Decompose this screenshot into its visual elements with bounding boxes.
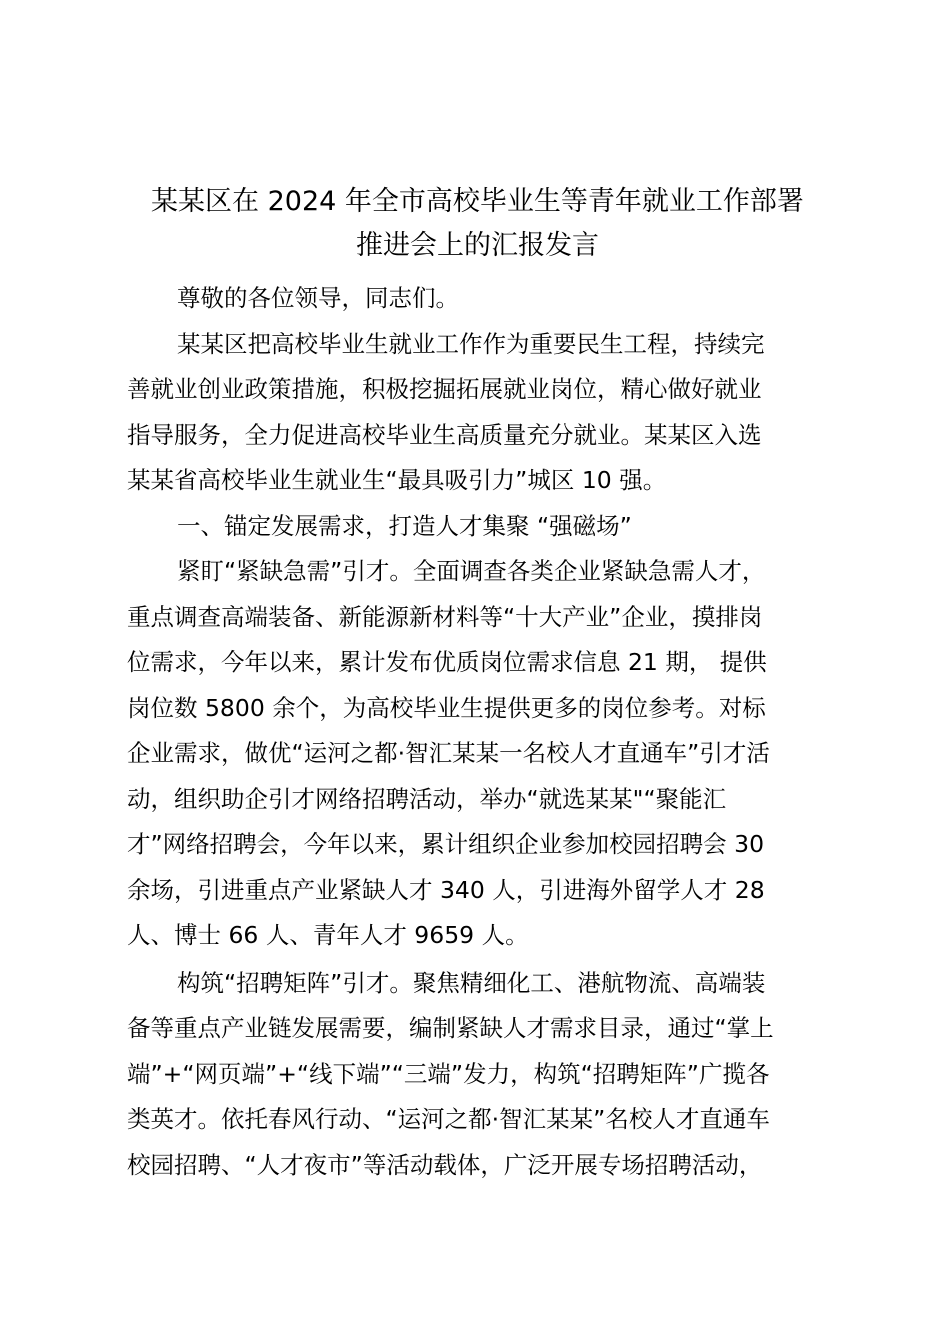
paragraph-line: 备等重点产业链发展需要，编制紧缺人才需求目录，通过“掌上 <box>127 1014 774 1042</box>
paragraph-line: 紧盯“紧缺急需”引才。全面调查各类企业紧缺急需人才， <box>177 557 766 585</box>
paragraph-line: 善就业创业政策措施，积极挖掘拓展就业岗位，精心做好就业 <box>127 375 762 403</box>
paragraph-line: 某某区把高校毕业生就业工作作为重要民生工程，持续完 <box>177 329 765 358</box>
paragraph-2 <box>127 961 837 1189</box>
paragraph-line: 人、博士 66 人、青年人才 9659 人。 <box>127 921 529 949</box>
paragraph-line: 岗位数 5800 余个，为高校毕业生提供更多的岗位参考。对标 <box>127 693 766 722</box>
paragraph-line: 动，组织助企引才网络招聘活动，举办“就选某某"“聚能汇 <box>127 784 727 813</box>
salutation: 尊敬的各位领导，同志们。 <box>177 284 459 312</box>
paragraph-line: 位需求，今年以来，累计发布优质岗位需求信息 21 期， 提供 <box>127 648 767 676</box>
paragraph-line: 余场，引进重点产业紧缺人才 340 人，引进海外留学人才 28 <box>127 875 765 904</box>
paragraph-line: 指导服务，全力促进高校毕业生高质量充分就业。某某区入选 <box>127 420 762 449</box>
paragraph-line: 构筑“招聘矩阵”引才。聚焦精细化工、港航物流、高端装 <box>177 968 766 997</box>
paragraph-line: 某某省高校毕业生就业生“最具吸引力”城区 10 强。 <box>127 466 667 494</box>
document-title-line-1: 某某区在 2024 年全市高校毕业生等青年就业工作部署 <box>151 186 804 217</box>
paragraph-line: 才”网络招聘会，今年以来，累计组织企业参加校园招聘会 30 <box>127 830 765 858</box>
paragraph-1 <box>127 549 837 959</box>
paragraph-line: 端”+“网页端”+“线下端”“三端”发力，构筑“招聘矩阵”广揽各 <box>127 1059 770 1088</box>
document-body <box>127 276 837 1188</box>
section-heading: 一、锚定发展需求，打造人才集聚 “强磁场” <box>177 511 632 540</box>
document-title-line-2: 推进会上的汇报发言 <box>356 230 599 261</box>
paragraph-line: 校园招聘、“人才夜市”等活动载体，广泛开展专场招聘活动， <box>127 1150 763 1179</box>
paragraph-line: 类英才。依托春风行动、“运河之都·智汇某某”名校人才直通车 <box>127 1105 770 1133</box>
paragraph-line: 重点调查高端装备、新能源新材料等“十大产业”企业，摸排岗 <box>127 602 763 631</box>
paragraph-intro <box>127 322 837 504</box>
paragraph-line: 企业需求，做优“运河之都·智汇某某一名校人才直通车”引才活 <box>127 739 770 767</box>
